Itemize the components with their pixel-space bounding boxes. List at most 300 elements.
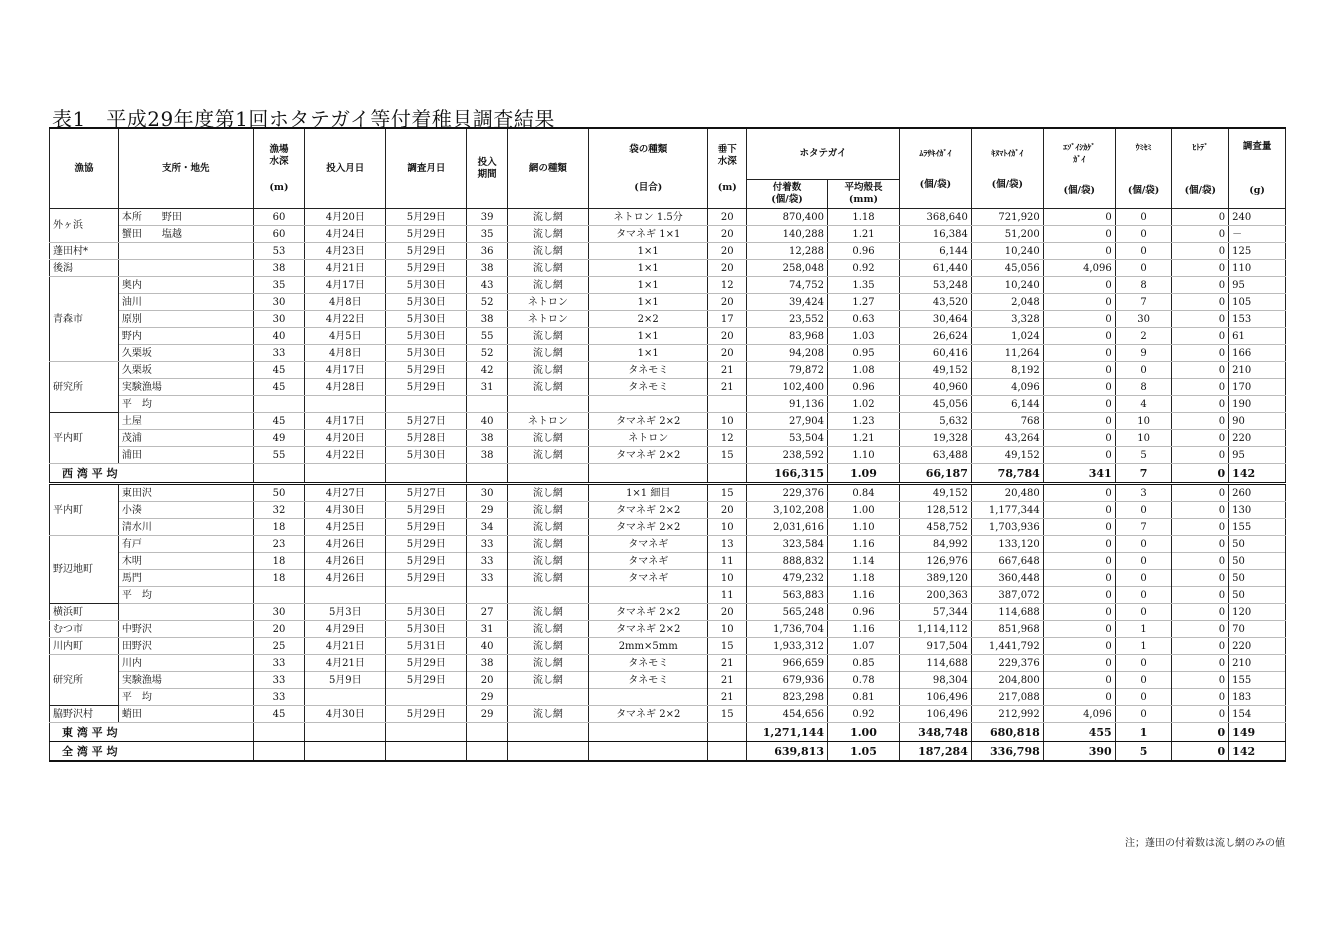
cell-survey-amount: 130: [1229, 502, 1286, 519]
cell-ezo-count: 0: [1043, 519, 1115, 536]
cell-bag-type: タマネギ 2×2: [588, 604, 708, 621]
cell-start-date: 4月21日: [305, 655, 386, 672]
west-bay-rows: [50, 209, 1286, 762]
cell-shisho: 久栗坂: [118, 345, 253, 362]
table-row: [50, 447, 1286, 464]
cell-period: 36: [467, 243, 508, 260]
cell-shisho: 浦田: [118, 447, 253, 464]
cell-shell-length: 1.16: [828, 621, 900, 638]
cell-shell-length: 1.05: [828, 742, 900, 762]
cell-bag-type: タネモミ: [588, 672, 708, 689]
cell-murasaki-count: 6,144: [899, 243, 971, 260]
cell-bag-type: タネモミ: [588, 362, 708, 379]
cell-umisemi-count: 7: [1115, 519, 1172, 536]
cell-ezo-count: 0: [1043, 294, 1115, 311]
cell-hitode-count: 0: [1172, 243, 1229, 260]
header-murasaki-label: ﾑﾗｻｷｲｶﾞｲ: [919, 147, 952, 158]
cell-hang-depth: 11: [708, 587, 746, 604]
cell-depth: 30: [253, 604, 305, 621]
cell-hang-depth: [708, 396, 746, 413]
cell-shell-length: 1.21: [828, 430, 900, 447]
cell-depth: 18: [253, 519, 305, 536]
cell-shell-length: 1.16: [828, 587, 900, 604]
cell-kinu-count: 851,968: [971, 621, 1043, 638]
cell-period: 38: [467, 260, 508, 277]
header-kikan: 投入 期間: [467, 128, 508, 209]
cell-shisho: 清水川: [118, 519, 253, 536]
header-tounyu: 投入月日: [305, 128, 386, 209]
cell-period: 38: [467, 430, 508, 447]
cell-survey-date: 5月27日: [386, 484, 467, 502]
cell-survey-amount: 166: [1229, 345, 1286, 362]
header-hitode-label: ﾋﾄﾃﾞ: [1192, 141, 1209, 152]
cell-bag-type: 1×1 細目: [588, 484, 708, 502]
cell-bag-type: タマネギ 2×2: [588, 706, 708, 723]
cell-shell-length: 1.18: [828, 570, 900, 587]
cell-survey-amount: 120: [1229, 604, 1286, 621]
table-row: [50, 328, 1286, 345]
cell-shisho: 有戸: [118, 536, 253, 553]
cell-murasaki-count: 5,632: [899, 413, 971, 430]
cell-hang-depth: 17: [708, 311, 746, 328]
cell-scallop-count: 565,248: [746, 604, 827, 621]
cell-empty: [305, 723, 386, 742]
cell-kinu-count: 1,177,344: [971, 502, 1043, 519]
cell-umisemi-count: 9: [1115, 345, 1172, 362]
cell-kinu-count: 49,152: [971, 447, 1043, 464]
cell-depth: 45: [253, 413, 305, 430]
cell-ezo-count: 0: [1043, 396, 1115, 413]
cell-gyokyo: 蓬田村*: [50, 243, 119, 260]
cell-depth: 30: [253, 311, 305, 328]
table-row: [50, 672, 1286, 689]
cell-shell-length: 0.96: [828, 379, 900, 396]
cell-ezo-count: 0: [1043, 536, 1115, 553]
cell-net-type: 流し網: [507, 655, 588, 672]
cell-start-date: 4月30日: [305, 502, 386, 519]
cell-depth: 45: [253, 379, 305, 396]
cell-survey-amount: 155: [1229, 519, 1286, 536]
cell-survey-amount: 210: [1229, 655, 1286, 672]
cell-hang-depth: 20: [708, 243, 746, 260]
cell-net-type: 流し網: [507, 226, 588, 243]
cell-period: 29: [467, 689, 508, 706]
cell-scallop-count: 91,136: [746, 396, 827, 413]
cell-empty: [467, 464, 508, 484]
cell-depth: 18: [253, 553, 305, 570]
cell-survey-date: 5月29日: [386, 379, 467, 396]
cell-bag-type: タマネギ 2×2: [588, 447, 708, 464]
cell-umisemi-count: 8: [1115, 379, 1172, 396]
cell-shisho: [118, 243, 253, 260]
cell-bag-type: 1×1: [588, 243, 708, 260]
cell-scallop-count: 1,271,144: [746, 723, 827, 742]
cell-net-type: 流し網: [507, 536, 588, 553]
cell-bag-type: ネトロン 1.5分: [588, 209, 708, 226]
cell-bag-type: ネトロン: [588, 430, 708, 447]
cell-scallop-count: 870,400: [746, 209, 827, 226]
cell-empty: [386, 723, 467, 742]
cell-hang-depth: 15: [708, 484, 746, 502]
cell-empty: [507, 723, 588, 742]
cell-period: 40: [467, 638, 508, 655]
cell-depth: 45: [253, 362, 305, 379]
cell-umisemi-count: 0: [1115, 536, 1172, 553]
cell-empty: [708, 464, 746, 484]
cell-period: 39: [467, 209, 508, 226]
header-murasaki-unit: (個/袋): [919, 178, 952, 190]
cell-shisho: 田野沢: [118, 638, 253, 655]
cell-shell-length: 1.21: [828, 226, 900, 243]
cell-scallop-count: 966,659: [746, 655, 827, 672]
cell-survey-amount: 70: [1229, 621, 1286, 638]
cell-start-date: 4月26日: [305, 536, 386, 553]
cell-hitode-count: 0: [1172, 328, 1229, 345]
cell-survey-date: 5月30日: [386, 294, 467, 311]
cell-empty: [588, 723, 708, 742]
cell-shisho: 蛸田: [118, 706, 253, 723]
cell-kinu-count: 4,096: [971, 379, 1043, 396]
cell-shisho: 本所 野田: [118, 209, 253, 226]
cell-survey-amount: 154: [1229, 706, 1286, 723]
cell-hitode-count: 0: [1172, 604, 1229, 621]
header-kinu-label: ｷﾇﾏﾄｲｶﾞｲ: [991, 147, 1024, 158]
cell-hitode-count: 0: [1172, 464, 1229, 484]
cell-shisho: 小湊: [118, 502, 253, 519]
cell-ezo-count: 0: [1043, 621, 1115, 638]
cell-survey-date: 5月29日: [386, 706, 467, 723]
cell-umisemi-count: 0: [1115, 362, 1172, 379]
cell-hang-depth: 10: [708, 413, 746, 430]
table-row: [50, 484, 1286, 502]
cell-period: 33: [467, 536, 508, 553]
cell-empty: [253, 464, 305, 484]
cell-depth: 50: [253, 484, 305, 502]
cell-empty: [386, 742, 467, 762]
cell-survey-amount: 125: [1229, 243, 1286, 260]
table-row: [50, 311, 1286, 328]
header-ryo-unit: (g): [1249, 184, 1265, 196]
cell-umisemi-count: 1: [1115, 723, 1172, 742]
cell-survey-amount: 50: [1229, 570, 1286, 587]
header-fukuro-unit: (目合): [634, 181, 663, 193]
cell-hitode-count: 0: [1172, 413, 1229, 430]
cell-hitode-count: 0: [1172, 447, 1229, 464]
cell-start-date: 4月26日: [305, 570, 386, 587]
cell-umisemi-count: 0: [1115, 587, 1172, 604]
cell-net-type: ネトロン: [507, 413, 588, 430]
cell-ezo-count: 0: [1043, 362, 1115, 379]
cell-murasaki-count: 19,328: [899, 430, 971, 447]
cell-net-type: 流し網: [507, 519, 588, 536]
average-row: [50, 742, 1286, 762]
cell-kinu-count: 6,144: [971, 396, 1043, 413]
cell-period: 31: [467, 621, 508, 638]
cell-depth: 33: [253, 672, 305, 689]
cell-murasaki-count: 49,152: [899, 362, 971, 379]
cell-empty: [708, 723, 746, 742]
cell-start-date: 4月27日: [305, 484, 386, 502]
cell-survey-date: 5月29日: [386, 502, 467, 519]
cell-start-date: 4月17日: [305, 277, 386, 294]
cell-survey-amount: 50: [1229, 587, 1286, 604]
cell-depth: 55: [253, 447, 305, 464]
cell-shisho: 野内: [118, 328, 253, 345]
cell-empty: [588, 464, 708, 484]
cell-umisemi-count: 0: [1115, 570, 1172, 587]
cell-hang-depth: 20: [708, 345, 746, 362]
cell-depth: [253, 587, 305, 604]
cell-murasaki-count: 458,752: [899, 519, 971, 536]
cell-scallop-count: 166,315: [746, 464, 827, 484]
cell-hang-depth: 10: [708, 570, 746, 587]
cell-depth: 33: [253, 689, 305, 706]
cell-survey-date: 5月30日: [386, 328, 467, 345]
cell-hitode-count: 0: [1172, 672, 1229, 689]
cell-umisemi-count: 0: [1115, 260, 1172, 277]
cell-depth: 60: [253, 209, 305, 226]
cell-hang-depth: 21: [708, 672, 746, 689]
cell-murasaki-count: 40,960: [899, 379, 971, 396]
cell-hitode-count: 0: [1172, 502, 1229, 519]
cell-depth: 18: [253, 570, 305, 587]
cell-umisemi-count: 0: [1115, 655, 1172, 672]
cell-shisho: 東田沢: [118, 484, 253, 502]
cell-shell-length: 0.92: [828, 260, 900, 277]
cell-period: 27: [467, 604, 508, 621]
cell-ezo-count: 0: [1043, 655, 1115, 672]
cell-murasaki-count: 1,114,112: [899, 621, 971, 638]
cell-period: 38: [467, 311, 508, 328]
cell-murasaki-count: 106,496: [899, 706, 971, 723]
results-table: [49, 127, 1286, 762]
cell-start-date: 4月20日: [305, 430, 386, 447]
cell-scallop-count: 83,968: [746, 328, 827, 345]
cell-hang-depth: 10: [708, 621, 746, 638]
cell-period: 30: [467, 484, 508, 502]
cell-shell-length: 0.63: [828, 311, 900, 328]
cell-shell-length: 0.84: [828, 484, 900, 502]
cell-ezo-count: 0: [1043, 484, 1115, 502]
cell-survey-date: 5月30日: [386, 447, 467, 464]
cell-ezo-count: 0: [1043, 345, 1115, 362]
cell-shell-length: 1.09: [828, 464, 900, 484]
cell-scallop-count: 563,883: [746, 587, 827, 604]
cell-survey-amount: 153: [1229, 311, 1286, 328]
header-ami: 網の種類: [507, 128, 588, 209]
cell-kinu-count: 78,784: [971, 464, 1043, 484]
cell-net-type: 流し網: [507, 502, 588, 519]
cell-ezo-count: 0: [1043, 277, 1115, 294]
cell-survey-amount: 155: [1229, 672, 1286, 689]
cell-murasaki-count: 348,748: [899, 723, 971, 742]
cell-hitode-count: 0: [1172, 430, 1229, 447]
cell-scallop-count: 39,424: [746, 294, 827, 311]
cell-shisho: [118, 260, 253, 277]
cell-survey-date: 5月29日: [386, 243, 467, 260]
header-gyokyo: 漁協: [50, 128, 119, 209]
cell-ezo-count: 0: [1043, 502, 1115, 519]
header-fuchaku: 付着数 (個/袋): [746, 180, 827, 209]
cell-hang-depth: 15: [708, 447, 746, 464]
cell-empty: [467, 723, 508, 742]
cell-empty: [305, 464, 386, 484]
cell-net-type: 流し網: [507, 672, 588, 689]
cell-ezo-count: 0: [1043, 379, 1115, 396]
cell-survey-date: 5月31日: [386, 638, 467, 655]
cell-shisho: 久栗坂: [118, 362, 253, 379]
cell-kinu-count: 3,328: [971, 311, 1043, 328]
cell-kinu-count: 212,992: [971, 706, 1043, 723]
cell-start-date: 4月29日: [305, 621, 386, 638]
cell-hitode-count: 0: [1172, 260, 1229, 277]
cell-depth: [253, 396, 305, 413]
cell-shisho: 川内: [118, 655, 253, 672]
table-row: [50, 413, 1286, 430]
cell-hitode-count: 0: [1172, 396, 1229, 413]
cell-umisemi-count: 0: [1115, 689, 1172, 706]
cell-hang-depth: 13: [708, 536, 746, 553]
cell-scallop-count: 23,552: [746, 311, 827, 328]
cell-ezo-count: 0: [1043, 226, 1115, 243]
cell-survey-date: 5月29日: [386, 655, 467, 672]
cell-shisho: 馬門: [118, 570, 253, 587]
header-fukuro-label: 袋の種類: [629, 143, 668, 155]
cell-scallop-count: 79,872: [746, 362, 827, 379]
cell-period: [467, 396, 508, 413]
cell-start-date: [305, 396, 386, 413]
cell-shell-length: 1.08: [828, 362, 900, 379]
cell-depth: 30: [253, 294, 305, 311]
cell-kinu-count: 10,240: [971, 243, 1043, 260]
cell-survey-amount: 240: [1229, 209, 1286, 226]
header-umi: [1115, 128, 1172, 209]
cell-shell-length: 1.03: [828, 328, 900, 345]
cell-scallop-count: 53,504: [746, 430, 827, 447]
cell-net-type: 流し網: [507, 553, 588, 570]
cell-depth: 49: [253, 430, 305, 447]
cell-kinu-count: 217,088: [971, 689, 1043, 706]
cell-shisho: 蟹田 塩越: [118, 226, 253, 243]
cell-shell-length: 0.96: [828, 243, 900, 260]
cell-scallop-count: 229,376: [746, 484, 827, 502]
cell-bag-type: 1×1: [588, 345, 708, 362]
cell-ezo-count: 4,096: [1043, 706, 1115, 723]
cell-shisho: 木明: [118, 553, 253, 570]
table-row: [50, 655, 1286, 672]
cell-murasaki-count: 917,504: [899, 638, 971, 655]
cell-umisemi-count: 0: [1115, 209, 1172, 226]
cell-start-date: [305, 587, 386, 604]
cell-murasaki-count: 368,640: [899, 209, 971, 226]
cell-survey-date: [386, 587, 467, 604]
cell-shell-length: 1.35: [828, 277, 900, 294]
cell-shisho: 茂浦: [118, 430, 253, 447]
cell-net-type: 流し網: [507, 243, 588, 260]
cell-net-type: ネトロン: [507, 294, 588, 311]
cell-umisemi-count: 1: [1115, 621, 1172, 638]
table-row: [50, 260, 1286, 277]
cell-shell-length: 0.96: [828, 604, 900, 621]
cell-survey-amount: 50: [1229, 553, 1286, 570]
cell-shell-length: 1.00: [828, 502, 900, 519]
cell-ezo-count: 0: [1043, 604, 1115, 621]
cell-murasaki-count: 106,496: [899, 689, 971, 706]
cell-shell-length: 1.10: [828, 519, 900, 536]
cell-ezo-count: 0: [1043, 328, 1115, 345]
cell-gyokyo: 野辺地町: [50, 536, 119, 604]
cell-hitode-count: 0: [1172, 638, 1229, 655]
average-label: 東 湾 平 均: [50, 723, 254, 742]
cell-shell-length: 0.92: [828, 706, 900, 723]
cell-umisemi-count: 3: [1115, 484, 1172, 502]
cell-gyokyo: 平内町: [50, 413, 119, 464]
cell-scallop-count: 823,298: [746, 689, 827, 706]
cell-hang-depth: 20: [708, 604, 746, 621]
cell-net-type: [507, 587, 588, 604]
cell-bag-type: タマネギ: [588, 553, 708, 570]
cell-ezo-count: 0: [1043, 209, 1115, 226]
cell-shell-length: 1.27: [828, 294, 900, 311]
table-row: [50, 553, 1286, 570]
header-chosa: 調査月日: [386, 128, 467, 209]
cell-hitode-count: 0: [1172, 655, 1229, 672]
cell-umisemi-count: 7: [1115, 464, 1172, 484]
table-row: [50, 638, 1286, 655]
cell-kinu-count: 360,448: [971, 570, 1043, 587]
cell-net-type: [507, 689, 588, 706]
cell-survey-date: 5月30日: [386, 604, 467, 621]
cell-period: 31: [467, 379, 508, 396]
cell-start-date: 5月3日: [305, 604, 386, 621]
average-label: 全 湾 平 均: [50, 742, 254, 762]
cell-bag-type: [588, 689, 708, 706]
header-suishin-label: 漁場 水深: [269, 143, 289, 167]
cell-net-type: 流し網: [507, 379, 588, 396]
table-row: [50, 519, 1286, 536]
cell-hitode-count: 0: [1172, 311, 1229, 328]
cell-depth: 20: [253, 621, 305, 638]
cell-kinu-count: 133,120: [971, 536, 1043, 553]
cell-ezo-count: 0: [1043, 672, 1115, 689]
cell-period: 43: [467, 277, 508, 294]
cell-ezo-count: 0: [1043, 447, 1115, 464]
cell-depth: 45: [253, 706, 305, 723]
cell-survey-amount: 260: [1229, 484, 1286, 502]
cell-hitode-count: 0: [1172, 587, 1229, 604]
cell-survey-amount: 210: [1229, 362, 1286, 379]
cell-start-date: 4月20日: [305, 209, 386, 226]
cell-survey-date: [386, 689, 467, 706]
cell-murasaki-count: 49,152: [899, 484, 971, 502]
cell-period: 20: [467, 672, 508, 689]
cell-kinu-count: 45,056: [971, 260, 1043, 277]
cell-kinu-count: 10,240: [971, 277, 1043, 294]
cell-kinu-count: 51,200: [971, 226, 1043, 243]
cell-shisho: [118, 604, 253, 621]
cell-depth: 38: [253, 260, 305, 277]
cell-empty: [507, 464, 588, 484]
cell-umisemi-count: 0: [1115, 243, 1172, 260]
cell-survey-date: 5月30日: [386, 621, 467, 638]
cell-scallop-count: 888,832: [746, 553, 827, 570]
cell-start-date: 4月8日: [305, 345, 386, 362]
cell-ezo-count: 0: [1043, 243, 1115, 260]
cell-hitode-count: 0: [1172, 345, 1229, 362]
cell-scallop-count: 27,904: [746, 413, 827, 430]
cell-murasaki-count: 57,344: [899, 604, 971, 621]
cell-hitode-count: 0: [1172, 553, 1229, 570]
